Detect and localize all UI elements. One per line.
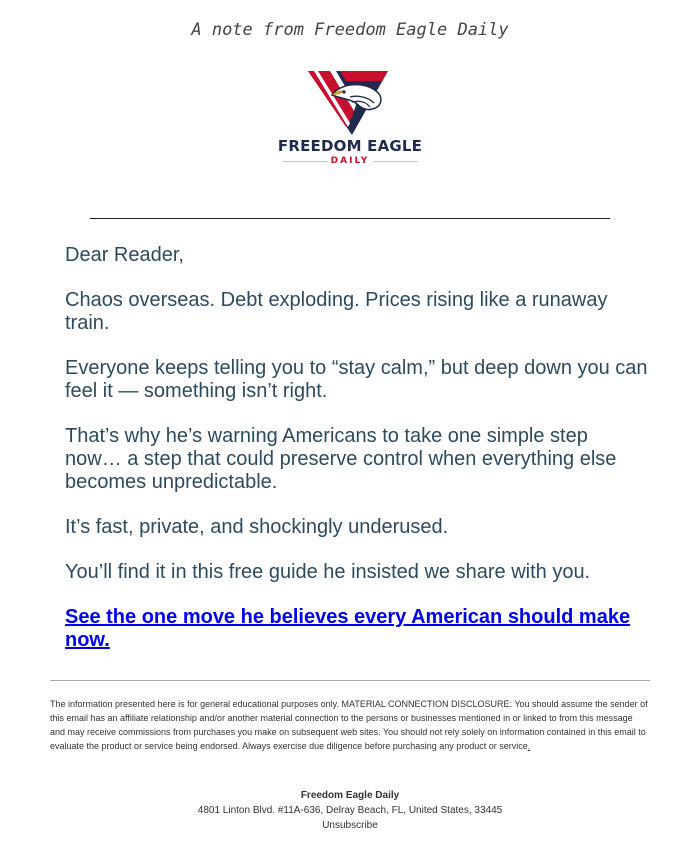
disclaimer-end: . (527, 741, 531, 751)
footer-address: 4801 Linton Blvd. #11A-636, Delray Beach, FL, United States, 33445 (197, 805, 503, 816)
footer-company: Freedom Eagle Daily (300, 790, 400, 801)
letter-greeting: Dear Reader, (65, 244, 184, 266)
letter-body (65, 244, 650, 652)
footer-divider (50, 680, 650, 681)
header-note: A note from Freedom Eagle Daily (191, 20, 509, 40)
letter-paragraph-5: You’ll find it in this free guide he insisted we share with you. (65, 561, 591, 583)
disclaimer (50, 697, 650, 753)
logo-brand-name: FREEDOM EAGLE (277, 137, 423, 155)
letter-paragraph-1: Chaos overseas. Debt exploding. Prices rising like a runaway train. (65, 289, 608, 334)
header-divider (90, 218, 610, 219)
logo-brand-sub: DAILY (330, 156, 370, 166)
unsubscribe-link[interactable]: Unsubscribe (322, 820, 378, 831)
disclaimer-text: The information presented here is for general educational purposes only. MATERIAL CONNECTION DISCLOSURE: You should assume the sender of this email has an affiliate relationship and/or another material connection to the persons or businesses mentioned in or linked to from this message and may receive commissions from purchases you make on subsequent web sites. You should not rely solely on information contained in this email to evaluate the product or service being endorsed. Always exercise due diligence before purchasing any product or service (50, 699, 648, 751)
letter-paragraph-4: It’s fast, private, and shockingly underused. (65, 516, 449, 538)
letter-paragraph-3: That’s why he’s warning Americans to take one simple step now… a step that could preserve control when everything else becomes unpredictable. (65, 425, 617, 493)
cta-link[interactable]: See the one move he believes every American should make now. (65, 606, 631, 651)
logo-rule-right (373, 161, 418, 162)
letter-paragraph-2: Everyone keeps telling you to “stay calm,” but deep down you can feel it — something isn’t right. (65, 357, 648, 402)
footer (0, 788, 700, 833)
